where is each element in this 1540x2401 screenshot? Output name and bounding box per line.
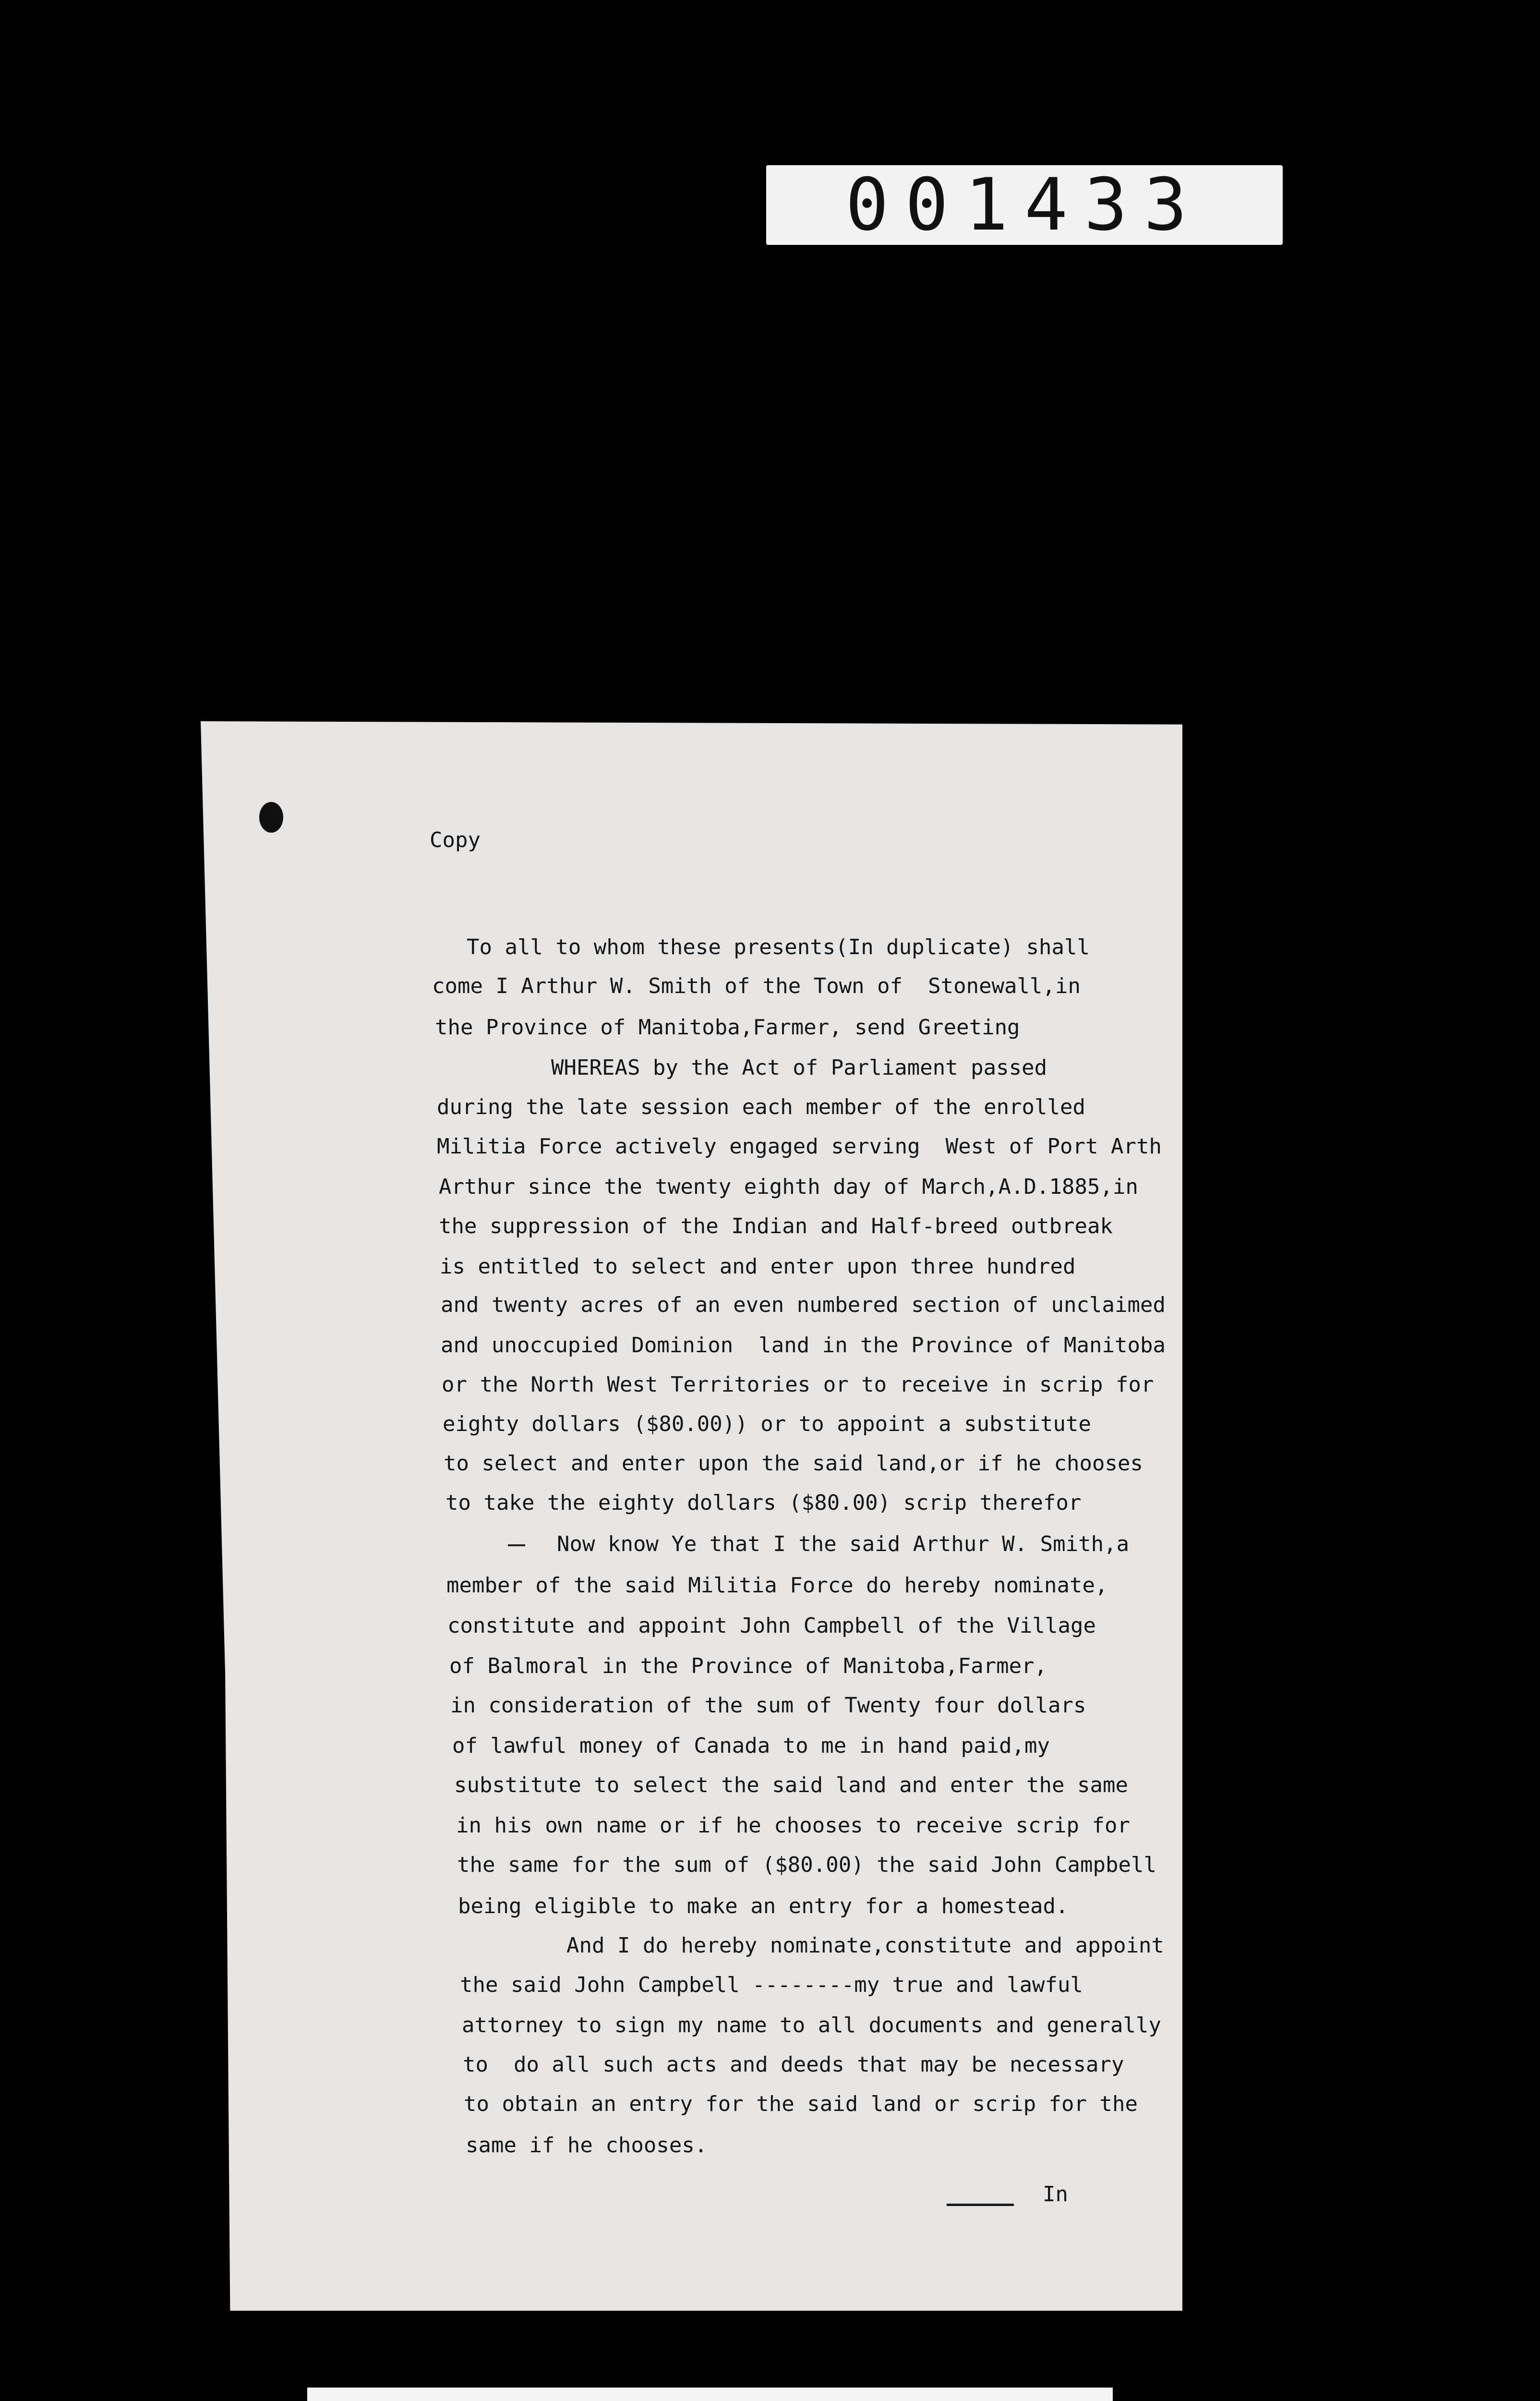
- catchword-rule: [947, 2204, 1014, 2206]
- document-line: of Balmoral in the Province of Manitoba,Farmer,: [449, 1654, 1047, 1678]
- document-line: to select and enter upon the said land,or if he chooses: [444, 1451, 1143, 1476]
- document-line: of lawful money of Canada to me in hand paid,my: [452, 1734, 1050, 1758]
- document-line: the suppression of the Indian and Half-breed outbreak: [439, 1214, 1113, 1238]
- punch-hole: [259, 802, 283, 833]
- catchword: In: [1043, 2182, 1068, 2207]
- document-line: the said John Campbell --------my true and lawful: [460, 1973, 1083, 1997]
- document-line: attorney to sign my name to all documents and generally: [462, 2013, 1161, 2037]
- document-line: to obtain an entry for the said land or scrip for the: [464, 2092, 1138, 2116]
- document-line: come I Arthur W. Smith of the Town of Stonewall,in: [432, 974, 1081, 998]
- document-line: To all to whom these presents(In duplicate) shall: [467, 935, 1090, 959]
- document-line: WHEREAS by the Act of Parliament passed: [551, 1055, 1047, 1080]
- document-line: or the North West Territories or to receive in scrip for: [442, 1372, 1154, 1397]
- document-line: substitute to select the said land and enter the same: [454, 1773, 1128, 1797]
- document-line: being eligible to make an entry for a homestead.: [458, 1894, 1069, 1918]
- document-line: the same for the sum of ($80.00) the said John Campbell: [457, 1853, 1156, 1877]
- document-line: the Province of Manitoba,Farmer, send Greeting: [435, 1015, 1020, 1040]
- document-line: is entitled to select and enter upon three hundred: [440, 1254, 1076, 1279]
- paragraph-dash: [508, 1544, 525, 1546]
- document-line: during the late session each member of the enrolled: [437, 1095, 1086, 1119]
- copy-label: Copy: [430, 828, 481, 852]
- document-line: Now know Ye that I the said Arthur W. Smith,a: [557, 1532, 1130, 1556]
- frame-number-label: 001433: [766, 165, 1283, 245]
- document-line: And I do hereby nominate,constitute and appoint: [566, 1933, 1165, 1958]
- document-line: in consideration of the sum of Twenty four dollars: [450, 1693, 1086, 1718]
- document-line: and twenty acres of an even numbered section of unclaimed: [441, 1293, 1166, 1317]
- document-line: Militia Force actively engaged serving West of Port Arth: [437, 1134, 1162, 1159]
- document-line: member of the said Militia Force do hereby nominate,: [446, 1573, 1108, 1598]
- reference-label-card: [307, 2388, 1113, 2401]
- document-line: and unoccupied Dominion land in the Province of Manitoba: [441, 1333, 1166, 1358]
- document-line: eighty dollars ($80.00)) or to appoint a substitute: [443, 1412, 1092, 1436]
- document-line: to take the eighty dollars ($80.00) scrip therefor: [445, 1491, 1082, 1515]
- document-line: in his own name or if he chooses to receive scrip for: [456, 1813, 1130, 1838]
- document-line: same if he chooses.: [466, 2133, 708, 2158]
- document-line: constitute and appoint John Campbell of the Village: [447, 1613, 1096, 1638]
- document-line: to do all such acts and deeds that may be necessary: [463, 2052, 1124, 2077]
- document-line: Arthur since the twenty eighth day of March,A.D.1885,in: [439, 1175, 1138, 1199]
